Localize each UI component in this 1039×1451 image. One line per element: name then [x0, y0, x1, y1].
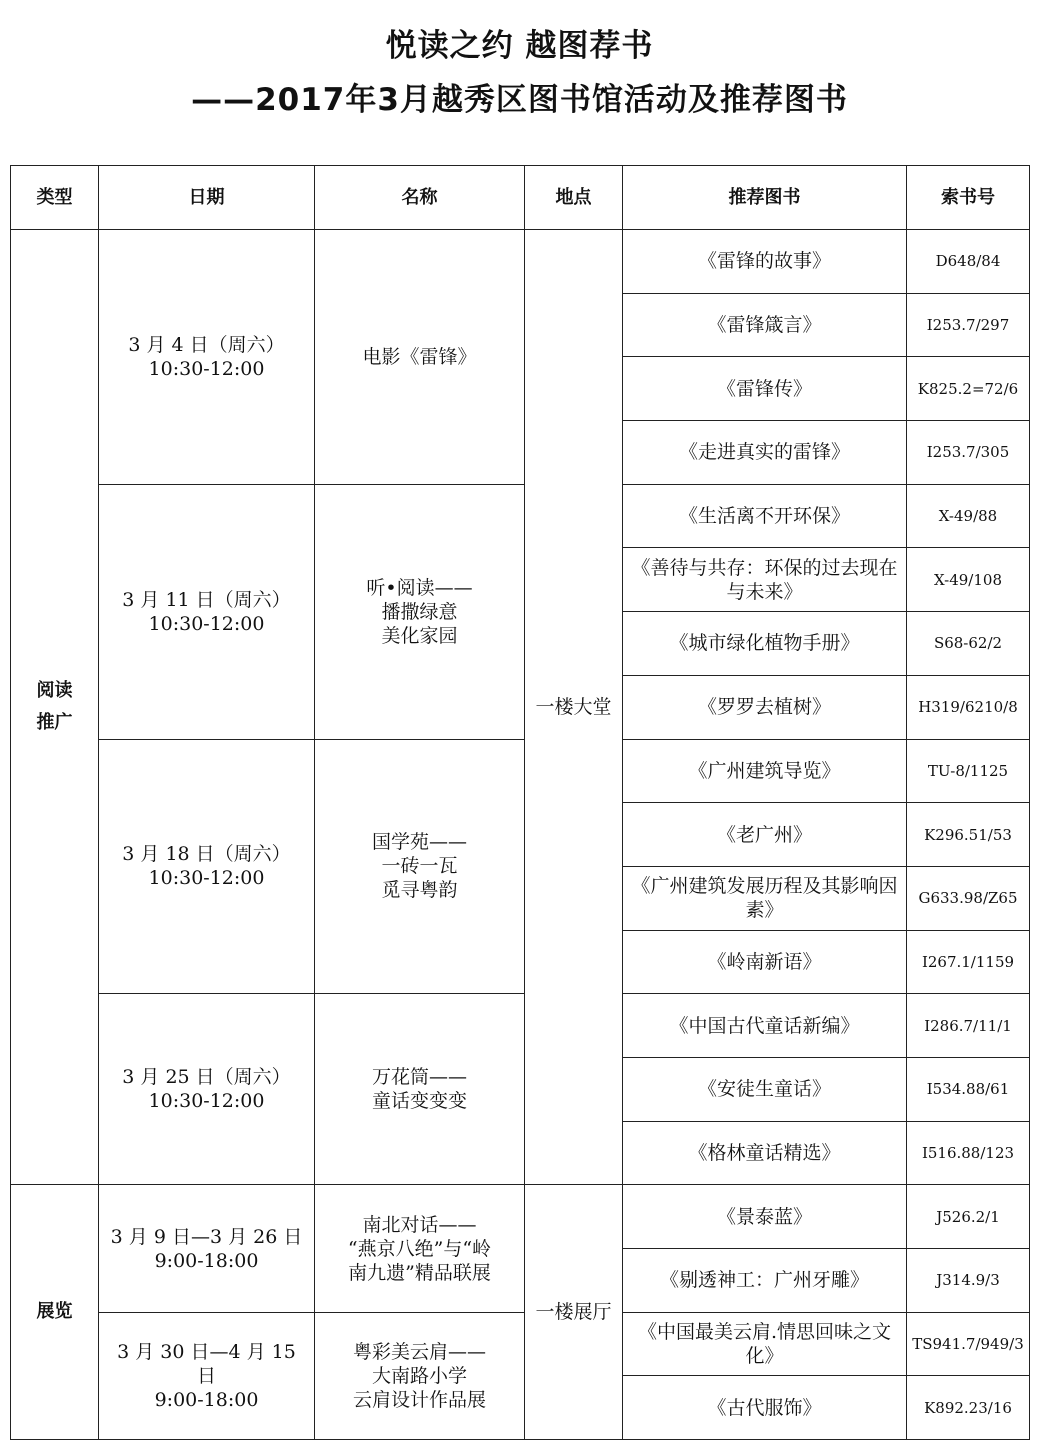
book-title: 《走进真实的雷锋》 — [623, 421, 907, 485]
event-name: 电影《雷锋》 — [315, 230, 525, 485]
book-callno: TU-8/1125 — [907, 739, 1030, 803]
event-date: 3 月 30 日—4 月 15 日 9:00-18:00 — [99, 1312, 315, 1439]
book-callno: J526.2/1 — [907, 1185, 1030, 1249]
table-row — [11, 1312, 1030, 1376]
table-row — [11, 484, 1030, 548]
book-callno: K892.23/16 — [907, 1376, 1030, 1440]
event-name: 国学苑—— 一砖一瓦 觅寻粤韵 — [315, 739, 525, 994]
category-reading — [11, 230, 99, 1185]
book-title: 《格林童话精选》 — [623, 1121, 907, 1185]
book-title: 《古代服饰》 — [623, 1376, 907, 1440]
book-title: 《生活离不开环保》 — [623, 484, 907, 548]
activity-table — [10, 165, 1030, 1440]
book-title: 《安徒生童话》 — [623, 1057, 907, 1121]
event-location: 一楼展厅 — [525, 1185, 623, 1440]
event-location: 一楼大堂 — [525, 230, 623, 1185]
book-title: 《善待与共存：环保的过去现在与未来》 — [623, 548, 907, 612]
document-subtitle: ——2017年3月越秀区图书馆活动及推荐图书 — [191, 82, 848, 118]
book-title: 《岭南新语》 — [623, 930, 907, 994]
book-callno: I253.7/305 — [907, 421, 1030, 485]
book-callno: D648/84 — [907, 230, 1030, 294]
book-callno: H319/6210/8 — [907, 675, 1030, 739]
event-date: 3 月 18 日（周六） 10:30-12:00 — [99, 739, 315, 994]
event-name: 南北对话—— “燕京八绝”与“岭 南九遗”精品联展 — [315, 1185, 525, 1312]
header-row — [11, 166, 1030, 230]
book-title: 《雷锋的故事》 — [623, 230, 907, 294]
header-location: 地点 — [525, 166, 623, 230]
category-exhibition — [11, 1185, 99, 1440]
table-row — [11, 994, 1030, 1058]
book-callno: I267.1/1159 — [907, 930, 1030, 994]
book-callno: K825.2=72/6 — [907, 357, 1030, 421]
book-callno: J314.9/3 — [907, 1249, 1030, 1313]
book-callno: I516.88/123 — [907, 1121, 1030, 1185]
event-name: 万花筒—— 童话变变变 — [315, 994, 525, 1185]
book-title: 《中国古代童话新编》 — [623, 994, 907, 1058]
table-row — [11, 230, 1030, 294]
book-callno: I286.7/11/1 — [907, 994, 1030, 1058]
category-label: 推广 — [36, 712, 73, 734]
event-name: 粤彩美云肩—— 大南路小学 云肩设计作品展 — [315, 1312, 525, 1439]
header-name: 名称 — [315, 166, 525, 230]
book-title: 《广州建筑发展历程及其影响因素》 — [623, 866, 907, 930]
header-date: 日期 — [99, 166, 315, 230]
book-callno: X-49/88 — [907, 484, 1030, 548]
book-callno: I534.88/61 — [907, 1057, 1030, 1121]
book-title: 《广州建筑导览》 — [623, 739, 907, 803]
document-title: 悦读之约 越图荐书 — [385, 28, 654, 64]
book-callno: S68-62/2 — [907, 612, 1030, 676]
book-callno: X-49/108 — [907, 548, 1030, 612]
event-date: 3 月 9 日—3 月 26 日 9:00-18:00 — [99, 1185, 315, 1312]
event-date: 3 月 25 日（周六） 10:30-12:00 — [99, 994, 315, 1185]
table-row — [11, 1185, 1030, 1249]
book-title: 《剔透神工：广州牙雕》 — [623, 1249, 907, 1313]
category-label: 展览 — [36, 1301, 73, 1323]
book-callno: K296.51/53 — [907, 803, 1030, 867]
table-row — [11, 739, 1030, 803]
book-callno: G633.98/Z65 — [907, 866, 1030, 930]
book-title: 《老广州》 — [623, 803, 907, 867]
category-label: 阅读 — [36, 680, 73, 702]
header-callno: 索书号 — [907, 166, 1030, 230]
book-title: 《雷锋传》 — [623, 357, 907, 421]
book-callno: I253.7/297 — [907, 293, 1030, 357]
book-title: 《雷锋箴言》 — [623, 293, 907, 357]
book-title: 《景泰蓝》 — [623, 1185, 907, 1249]
event-name: 听•阅读—— 播撒绿意 美化家园 — [315, 484, 525, 739]
book-title: 《中国最美云肩.情思回味之文化》 — [623, 1312, 907, 1376]
book-title: 《罗罗去植树》 — [623, 675, 907, 739]
event-date: 3 月 11 日（周六） 10:30-12:00 — [99, 484, 315, 739]
book-title: 《城市绿化植物手册》 — [623, 612, 907, 676]
header-books: 推荐图书 — [623, 166, 907, 230]
event-date: 3 月 4 日（周六） 10:30-12:00 — [99, 230, 315, 485]
book-callno: TS941.7/949/3 — [907, 1312, 1030, 1376]
header-type: 类型 — [11, 166, 99, 230]
